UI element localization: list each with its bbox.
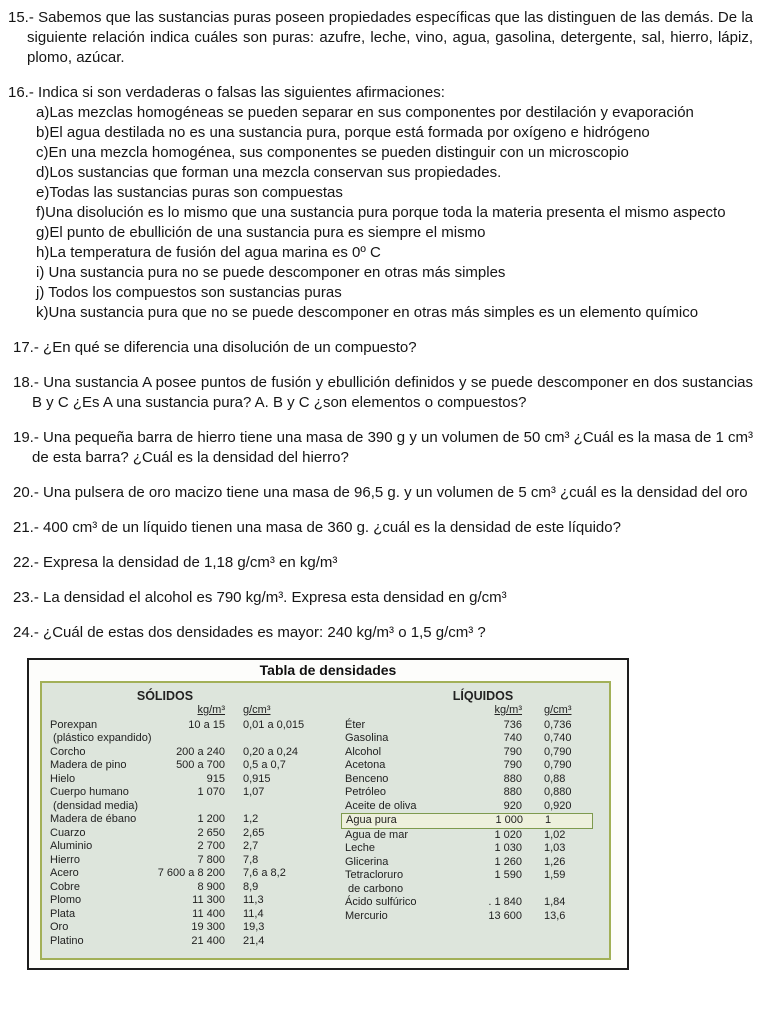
question-22 (13, 553, 753, 573)
question-18 (13, 373, 753, 413)
question-text: 400 cm³ de un líquido tienen una masa de 360 g. ¿cuál es la densidad de este líquido? (43, 519, 621, 536)
statement-item (8, 263, 753, 283)
table-row (50, 867, 345, 881)
substance-name: Cuarzo (50, 826, 86, 839)
density-kgm3: 790 (503, 759, 522, 771)
density-kgm3: 7 600 a 8 200 (157, 867, 225, 879)
question-text: ¿En qué se diferencia una disolución de un compuesto? (43, 339, 417, 356)
question-20 (13, 483, 753, 503)
density-gcm3: 8,9 (243, 880, 259, 893)
statement-letter: a) (36, 104, 50, 121)
table-row (345, 842, 603, 856)
statement-letter: i) (36, 264, 49, 281)
density-gcm3: 7,8 (243, 853, 259, 866)
substance-name: Porexpan (50, 718, 98, 731)
substance-name: Cobre (50, 880, 80, 893)
density-gcm3: 0,915 (243, 772, 271, 785)
substance-name: Gasolina (345, 732, 389, 744)
density-gcm3: 1,2 (243, 813, 259, 825)
liquids-unit-gcm3: g/cm³ (544, 704, 572, 716)
question-number: 24.- (13, 624, 39, 641)
statement-text: Una disolución es lo mismo que una sustancia pura porque toda la materia presenta el mismo aspecto (45, 204, 726, 221)
table-row (50, 773, 345, 787)
question-15 (8, 8, 753, 68)
density-kgm3: 920 (503, 799, 522, 812)
question-21 (13, 518, 753, 538)
substance-name: de carbono (345, 882, 404, 895)
substance-name: Plata (50, 907, 76, 920)
density-kgm3: 13 600 (488, 909, 522, 922)
density-gcm3: 1,07 (243, 786, 265, 798)
table-row (50, 840, 345, 854)
density-kgm3: 21 400 (191, 934, 225, 947)
density-gcm3: 0,920 (544, 799, 572, 812)
density-gcm3: 0,01 a 0,015 (243, 718, 305, 731)
density-kgm3: 7 800 (197, 853, 225, 866)
question-number: 19.- (13, 429, 39, 446)
density-kgm3: 10 a 15 (188, 718, 225, 731)
table-row (50, 786, 345, 800)
statement-item (8, 163, 753, 183)
density-kgm3: 790 (503, 745, 522, 758)
density-kgm3: 736 (503, 718, 522, 731)
density-gcm3: 19,3 (243, 921, 265, 933)
statement-item (8, 203, 753, 223)
substance-name: Madera de ébano (50, 813, 137, 825)
density-kgm3: 1 030 (494, 842, 522, 854)
question-text: Expresa la densidad de 1,18 g/cm³ en kg/m³ (43, 554, 338, 571)
table-row (50, 813, 345, 827)
substance-name: Agua de mar (345, 828, 408, 841)
table-row (345, 719, 603, 733)
table-row (345, 759, 603, 773)
density-gcm3: 1,59 (544, 869, 566, 881)
density-gcm3: 1,03 (544, 842, 566, 854)
substance-name: (densidad media) (50, 799, 139, 812)
question-text: Una sustancia A posee puntos de fusión y ebullición definidos y se puede descomponer en dos sustancias B y C ¿Es A una sustancia pura? A. B y C ¿son elementos o compuestos? (32, 374, 754, 411)
substance-name: Tetracloruro (345, 869, 404, 881)
density-kgm3: 1 590 (494, 869, 522, 881)
substance-name: Éter (345, 718, 366, 731)
question-number: 21.- (13, 519, 39, 536)
density-gcm3: 2,7 (243, 840, 259, 852)
table-row (345, 773, 603, 787)
liquids-units-row (345, 704, 603, 718)
statement-item (8, 283, 753, 303)
statement-letter: e) (36, 184, 50, 201)
density-gcm3: 0,736 (544, 718, 572, 731)
statement-text: Los sustancias que forman una mezcla conservan sus propiedades. (49, 164, 502, 181)
question-16-intro (8, 83, 753, 103)
statement-letter: c) (36, 144, 49, 161)
substance-name: (plástico expandido) (50, 732, 152, 744)
table-row (345, 896, 603, 910)
solids-section (50, 689, 345, 948)
statement-text: El agua destilada no es una sustancia pura, porque está formada por oxígeno e hidrógeno (49, 124, 650, 141)
density-gcm3: 0,740 (544, 732, 572, 744)
substance-name: Alcohol (345, 745, 382, 758)
density-kgm3: 1 260 (494, 855, 522, 868)
question-number: 23.- (13, 589, 39, 606)
density-kgm3: 1 070 (197, 786, 225, 798)
density-kgm3: 1 020 (494, 828, 522, 841)
table-row (50, 908, 345, 922)
substance-name: Aluminio (50, 840, 93, 852)
substance-name: Glicerina (345, 855, 389, 868)
density-gcm3: 0,790 (544, 759, 572, 771)
substance-name: Corcho (50, 745, 86, 758)
density-kgm3: 880 (503, 772, 522, 785)
table-row (345, 746, 603, 760)
statement-item (8, 223, 753, 243)
density-kgm3: 2 700 (197, 840, 225, 852)
question-text: Una pequeña barra de hierro tiene una masa de 390 g y un volumen de 50 cm³ ¿Cuál es la masa de 1 cm³ de esta barra? ¿Cuál es la densidad del hierro? (32, 429, 753, 466)
table-row (50, 935, 345, 949)
substance-name: Acetona (345, 759, 386, 771)
statement-item (8, 303, 753, 323)
question-24 (13, 623, 753, 643)
density-kgm3: 915 (206, 772, 225, 785)
density-kgm3: . 1 840 (488, 896, 522, 908)
statement-letter: k) (36, 304, 49, 321)
statement-list (8, 103, 753, 323)
question-number: 18.- (13, 374, 39, 391)
statement-text: Todos los compuestos son sustancias puras (48, 284, 342, 301)
table-row (341, 813, 593, 829)
question-number: 17.- (13, 339, 39, 356)
density-kgm3: 1 200 (197, 813, 225, 825)
solids-unit-gcm3: g/cm³ (243, 704, 271, 716)
density-kgm3: 8 900 (197, 880, 225, 893)
substance-name: Platino (50, 934, 84, 947)
question-number: 15.- (8, 9, 34, 26)
substance-name: Mercurio (345, 909, 388, 922)
statement-item (8, 123, 753, 143)
density-kgm3: 1 000 (495, 814, 523, 826)
substance-name: Aceite de oliva (345, 799, 417, 812)
question-16 (8, 83, 753, 323)
density-gcm3: 0,880 (544, 786, 572, 798)
density-gcm3: 11,3 (243, 894, 264, 906)
statement-letter: b) (36, 124, 50, 141)
density-gcm3: 1,84 (544, 896, 566, 908)
density-gcm3: 0,20 a 0,24 (243, 745, 299, 758)
table-row (50, 759, 345, 773)
densities-table-panel (40, 681, 611, 960)
statement-item (8, 243, 753, 263)
substance-name: Hierro (50, 853, 80, 866)
question-number: 22.- (13, 554, 39, 571)
question-19 (13, 428, 753, 468)
question-17 (13, 338, 753, 358)
density-gcm3: 1,02 (544, 828, 566, 841)
substance-name: Benceno (345, 772, 389, 785)
table-row (50, 746, 345, 760)
substance-name: Agua pura (346, 814, 397, 826)
solids-unit-kgm3: kg/m³ (197, 704, 225, 716)
statement-letter: d) (36, 164, 50, 181)
density-gcm3: 2,65 (243, 826, 265, 839)
question-text: La densidad el alcohol es 790 kg/m³. Expresa esta densidad en g/cm³ (43, 589, 507, 606)
question-number: 16.- (8, 84, 34, 101)
statement-text: Las mezclas homogéneas se pueden separar en sus componentes por destilación y evaporación (49, 104, 694, 121)
table-row (345, 786, 603, 800)
densities-table-title: Tabla de densidades (259, 662, 397, 678)
density-kgm3: 740 (503, 732, 522, 744)
statement-text: En una mezcla homogénea, sus componentes se pueden distinguir con un microscopio (48, 144, 629, 161)
liquids-unit-kgm3: kg/m³ (494, 704, 522, 716)
table-row (50, 881, 345, 895)
density-gcm3: 0,790 (544, 745, 572, 758)
density-gcm3: 0,88 (544, 772, 566, 785)
table-row (345, 732, 603, 746)
table-row (345, 856, 603, 870)
statement-letter: h) (36, 244, 50, 261)
density-kgm3: 11 300 (192, 894, 225, 906)
question-text: Sabemos que las sustancias puras poseen propiedades específicas que las distinguen de las demás. De la siguiente relación indica cuáles son puras: azufre, leche, vino, agua, gasolina, detergente, sal, hierro, lápiz, plomo, azúcar. (27, 9, 753, 66)
question-23 (13, 588, 753, 608)
statement-letter: g) (36, 224, 50, 241)
statement-item (8, 103, 753, 123)
substance-name: Oro (50, 921, 69, 933)
statement-text: La temperatura de fusión del agua marina es 0º C (49, 244, 381, 261)
densities-table (27, 658, 629, 970)
statement-text: Todas las sustancias puras son compuestas (49, 184, 343, 201)
density-kgm3: 2 650 (197, 826, 225, 839)
density-kgm3: 880 (503, 786, 522, 798)
table-row (50, 894, 345, 908)
table-row (50, 827, 345, 841)
substance-name: Petróleo (345, 786, 386, 798)
statement-letter: j) (36, 284, 49, 301)
density-kgm3: 19 300 (191, 921, 225, 933)
solids-header: SÓLIDOS (136, 689, 194, 703)
question-text: ¿Cuál de estas dos densidades es mayor: 240 kg/m³ o 1,5 g/cm³ ? (43, 624, 486, 641)
solids-units-row (50, 704, 345, 718)
density-gcm3: 1 (545, 814, 552, 826)
table-row (345, 883, 603, 897)
statement-item (8, 183, 753, 203)
substance-name: Cuerpo humano (50, 786, 129, 798)
table-row (50, 800, 345, 814)
liquids-rows (345, 719, 603, 924)
table-row (345, 829, 603, 843)
table-row (345, 869, 603, 883)
density-gcm3: 21,4 (243, 934, 265, 947)
density-kgm3: 11 400 (192, 907, 225, 920)
liquids-section (345, 689, 603, 948)
question-text: Indica si son verdaderas o falsas las siguientes afirmaciones: (38, 84, 445, 101)
density-gcm3: 1,26 (544, 855, 566, 868)
density-gcm3: 13,6 (544, 909, 566, 922)
substance-name: Hielo (50, 772, 76, 785)
statement-item (8, 143, 753, 163)
solids-rows (50, 719, 345, 949)
statement-text: El punto de ebullición de una sustancia pura es siempre el mismo (49, 224, 486, 241)
density-gcm3: 11,4 (243, 907, 264, 920)
density-kgm3: 500 a 700 (176, 759, 225, 771)
table-row (345, 800, 603, 814)
liquids-header: LÍQUIDOS (452, 689, 514, 703)
substance-name: Leche (345, 842, 375, 854)
table-row (50, 732, 345, 746)
question-text: Una pulsera de oro macizo tiene una masa de 96,5 g. y un volumen de 5 cm³ ¿cuál es la densidad del oro (43, 484, 748, 501)
density-kgm3: 200 a 240 (176, 745, 225, 758)
density-gcm3: 0,5 a 0,7 (243, 759, 286, 771)
statement-text: Una sustancia pura no se puede descomponer en otras más simples (48, 264, 506, 281)
table-row (345, 910, 603, 924)
substance-name: Madera de pino (50, 759, 127, 771)
table-row (50, 719, 345, 733)
substance-name: Plomo (50, 894, 82, 906)
statement-text: Una sustancia pura que no se puede descomponer en otras más simples es un elemento químico (48, 304, 699, 321)
table-row (50, 921, 345, 935)
question-number: 20.- (13, 484, 39, 501)
substance-name: Ácido sulfúrico (345, 896, 417, 908)
statement-letter: f) (36, 204, 46, 221)
table-row (50, 854, 345, 868)
substance-name: Acero (50, 867, 79, 879)
density-gcm3: 7,6 a 8,2 (243, 867, 286, 879)
